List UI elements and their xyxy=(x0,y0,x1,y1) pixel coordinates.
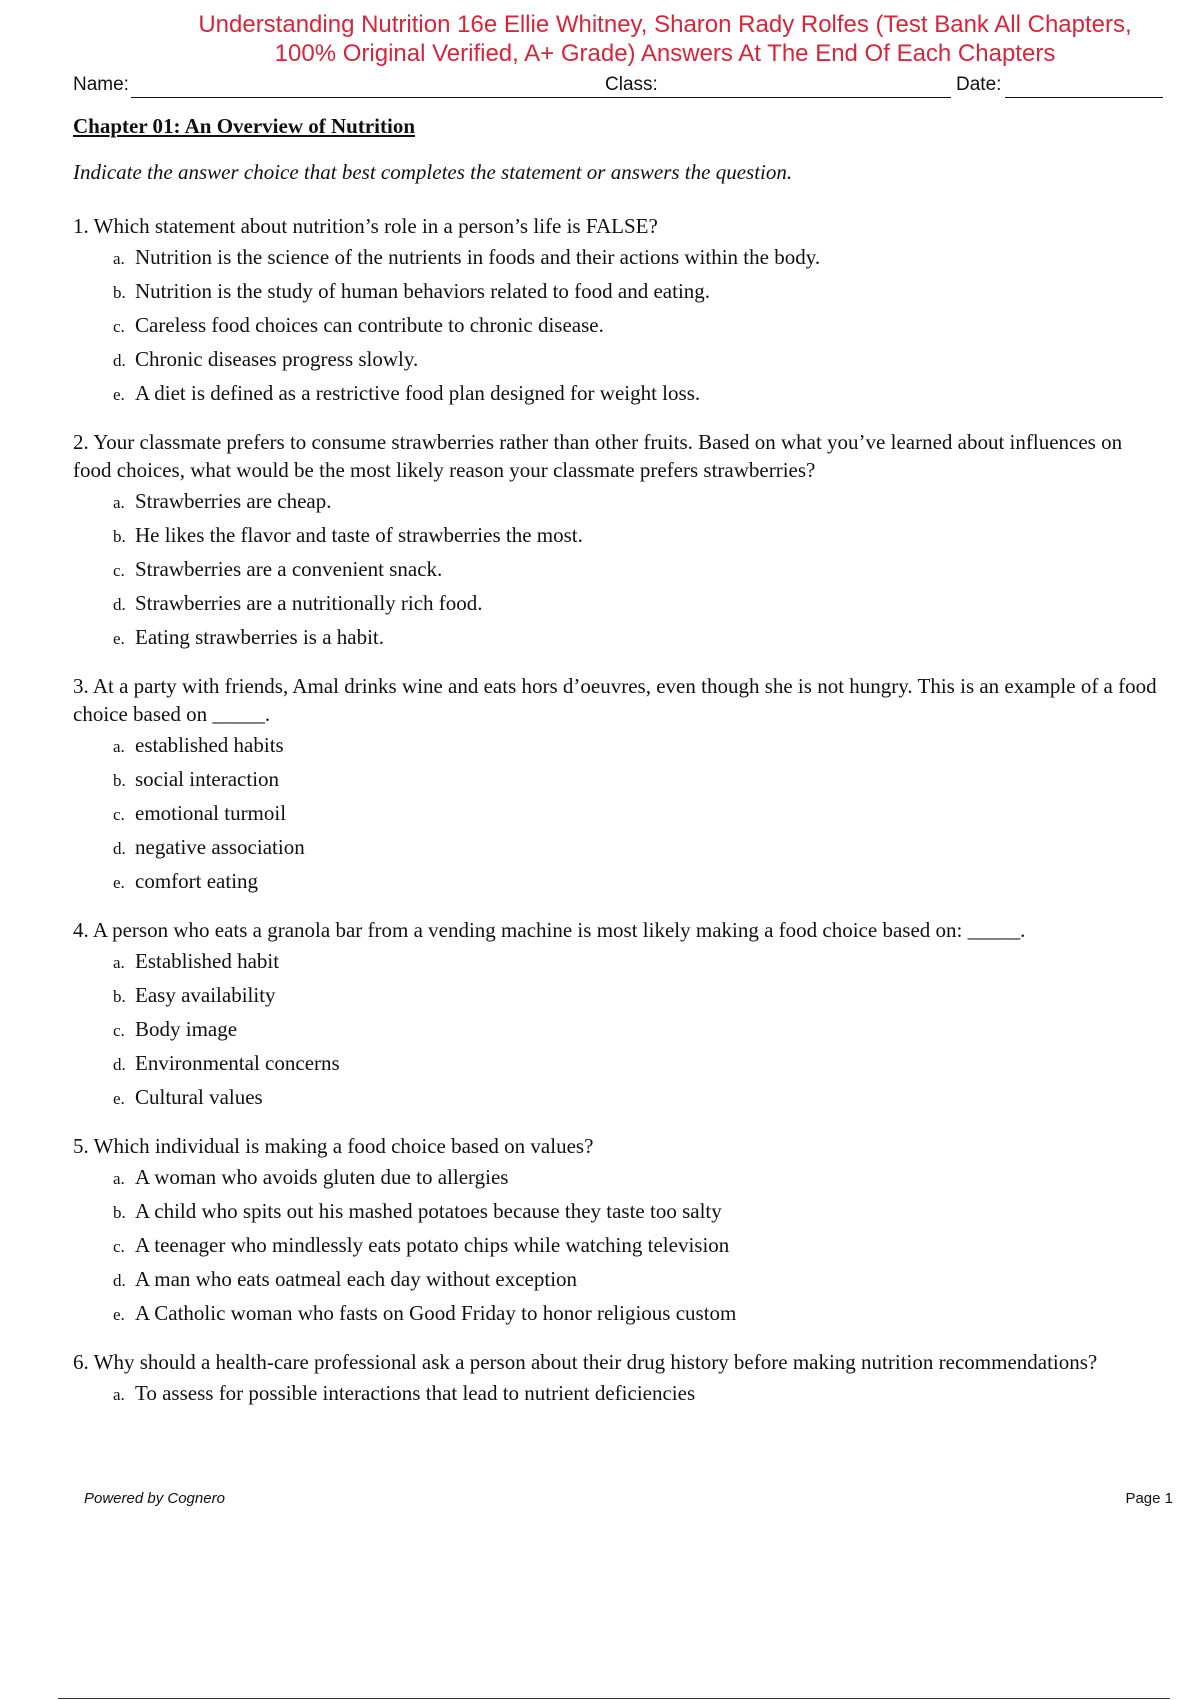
choice-text: comfort eating xyxy=(135,869,259,893)
page-number: Page 1 xyxy=(1125,1490,1173,1507)
date-field[interactable] xyxy=(1005,97,1163,98)
name-field[interactable] xyxy=(131,97,671,98)
choice-text: Nutrition is the science of the nutrients in foods and their actions within the body. xyxy=(135,245,821,269)
choice-text: A woman who avoids gluten due to allergies xyxy=(135,1165,509,1189)
question-text: 4. A person who eats a granola bar from a vending machine is most likely making a food choice based on: _____. xyxy=(73,918,1026,942)
question-text: 1. Which statement about nutrition’s role in a person’s life is FALSE? xyxy=(73,214,658,238)
class-field[interactable] xyxy=(661,97,951,98)
choice-text: Chronic diseases progress slowly. xyxy=(135,347,419,371)
question-text: 2. Your classmate prefers to consume strawberries rather than other fruits. Based on what you’ve learned about influences on food choices, what would be the most likely reason your classmate prefers strawberries? xyxy=(73,430,1123,482)
banner-line-1: Understanding Nutrition 16e Ellie Whitney, Sharon Rady Rolfes (Test Bank All Chapters, xyxy=(198,11,1132,38)
choice-letter: a. xyxy=(113,493,125,512)
choice-letter: a. xyxy=(113,1385,125,1404)
choice-letter: d. xyxy=(113,351,126,370)
choice-letter: c. xyxy=(113,1237,125,1256)
choice xyxy=(113,1194,1163,1228)
choice xyxy=(113,1046,1163,1080)
choice xyxy=(113,376,1163,410)
choice-letter: d. xyxy=(113,595,126,614)
choice-text: Established habit xyxy=(135,949,280,973)
question-text: 6. Why should a health-care professional ask a person about their drug history before making nutrition recommendations? xyxy=(73,1350,1098,1374)
choice-text: Environmental concerns xyxy=(135,1051,340,1075)
choice xyxy=(113,1296,1163,1330)
choice xyxy=(113,728,1163,762)
choice-list xyxy=(113,1160,1163,1330)
student-info-fields xyxy=(73,72,1163,102)
choice-text: A Catholic woman who fasts on Good Friday to honor religious custom xyxy=(135,1301,737,1325)
choice-letter: b. xyxy=(113,771,126,790)
choice xyxy=(113,1262,1163,1296)
choice-text: Body image xyxy=(135,1017,238,1041)
question xyxy=(73,428,1163,654)
class-label: Class: xyxy=(605,74,658,95)
page-divider xyxy=(58,1698,1170,1699)
choice-text: Nutrition is the study of human behaviors related to food and eating. xyxy=(135,279,711,303)
choice-text: A child who spits out his mashed potatoes because they taste too salty xyxy=(135,1199,722,1223)
choice xyxy=(113,240,1163,274)
choice-letter: b. xyxy=(113,1203,126,1222)
choice-list xyxy=(113,944,1163,1114)
question-text: 5. Which individual is making a food choice based on values? xyxy=(73,1134,594,1158)
document-banner xyxy=(0,10,1200,68)
choice-list xyxy=(113,484,1163,654)
question xyxy=(73,1348,1163,1410)
choice-letter: c. xyxy=(113,561,125,580)
choice-text: To assess for possible interactions that lead to nutrient deficiencies xyxy=(135,1381,696,1405)
choice xyxy=(113,796,1163,830)
question xyxy=(73,212,1163,410)
choice-text: He likes the flavor and taste of strawberries the most. xyxy=(135,523,583,547)
choice xyxy=(113,308,1163,342)
choice-text: social interaction xyxy=(135,767,280,791)
choice xyxy=(113,762,1163,796)
question xyxy=(73,672,1163,898)
choice xyxy=(113,1376,1163,1410)
choice-letter: d. xyxy=(113,839,126,858)
question-list xyxy=(73,212,1163,1428)
banner-line-2: 100% Original Verified, A+ Grade) Answers At The End Of Each Chapters xyxy=(274,40,1056,67)
choice-letter: e. xyxy=(113,873,125,892)
choice xyxy=(113,1080,1163,1114)
choice-letter: b. xyxy=(113,527,126,546)
choice-text: established habits xyxy=(135,733,284,757)
choice xyxy=(113,978,1163,1012)
choice xyxy=(113,484,1163,518)
choice xyxy=(113,274,1163,308)
choice-text: emotional turmoil xyxy=(135,801,287,825)
choice-letter: e. xyxy=(113,385,125,404)
powered-by-label: Powered by Cognero xyxy=(84,1490,225,1507)
choice xyxy=(113,342,1163,376)
choice-letter: a. xyxy=(113,737,125,756)
question xyxy=(73,916,1163,1114)
choice-letter: e. xyxy=(113,1089,125,1108)
question-text: 3. At a party with friends, Amal drinks wine and eats hors d’oeuvres, even though she is not hungry. This is an example of a food choice based on _____. xyxy=(73,674,1157,726)
choice-letter: e. xyxy=(113,1305,125,1324)
choice xyxy=(113,552,1163,586)
choice-text: A man who eats oatmeal each day without exception xyxy=(135,1267,578,1291)
choice-text: negative association xyxy=(135,835,305,859)
choice-letter: e. xyxy=(113,629,125,648)
choice xyxy=(113,1012,1163,1046)
date-label: Date: xyxy=(956,74,1002,95)
choice xyxy=(113,620,1163,654)
choice-text: Eating strawberries is a habit. xyxy=(135,625,385,649)
choice-text: Strawberries are a convenient snack. xyxy=(135,557,443,581)
choice-list xyxy=(113,1376,1163,1410)
choice-letter: a. xyxy=(113,1169,125,1188)
choice-list xyxy=(113,240,1163,410)
choice-letter: b. xyxy=(113,283,126,302)
choice xyxy=(113,830,1163,864)
choice-letter: c. xyxy=(113,1021,125,1040)
choice-text: Cultural values xyxy=(135,1085,263,1109)
choice-letter: a. xyxy=(113,953,125,972)
choice-letter: a. xyxy=(113,249,125,268)
choice xyxy=(113,1160,1163,1194)
choice-text: Careless food choices can contribute to chronic disease. xyxy=(135,313,604,337)
instructions: Indicate the answer choice that best completes the statement or answers the question. xyxy=(73,160,793,184)
choice-letter: c. xyxy=(113,317,125,336)
question xyxy=(73,1132,1163,1330)
choice-text: A teenager who mindlessly eats potato chips while watching television xyxy=(135,1233,730,1257)
choice-letter: d. xyxy=(113,1271,126,1290)
choice-list xyxy=(113,728,1163,898)
choice-letter: b. xyxy=(113,987,126,1006)
choice xyxy=(113,586,1163,620)
choice-text: Strawberries are cheap. xyxy=(135,489,332,513)
choice-text: Strawberries are a nutritionally rich food. xyxy=(135,591,483,615)
name-label: Name: xyxy=(73,74,129,95)
choice-text: A diet is defined as a restrictive food plan designed for weight loss. xyxy=(135,381,701,405)
choice xyxy=(113,518,1163,552)
choice xyxy=(113,944,1163,978)
choice-letter: c. xyxy=(113,805,125,824)
choice xyxy=(113,1228,1163,1262)
choice-letter: d. xyxy=(113,1055,126,1074)
chapter-title: Chapter 01: An Overview of Nutrition xyxy=(73,114,415,138)
choice-text: Easy availability xyxy=(135,983,276,1007)
choice xyxy=(113,864,1163,898)
